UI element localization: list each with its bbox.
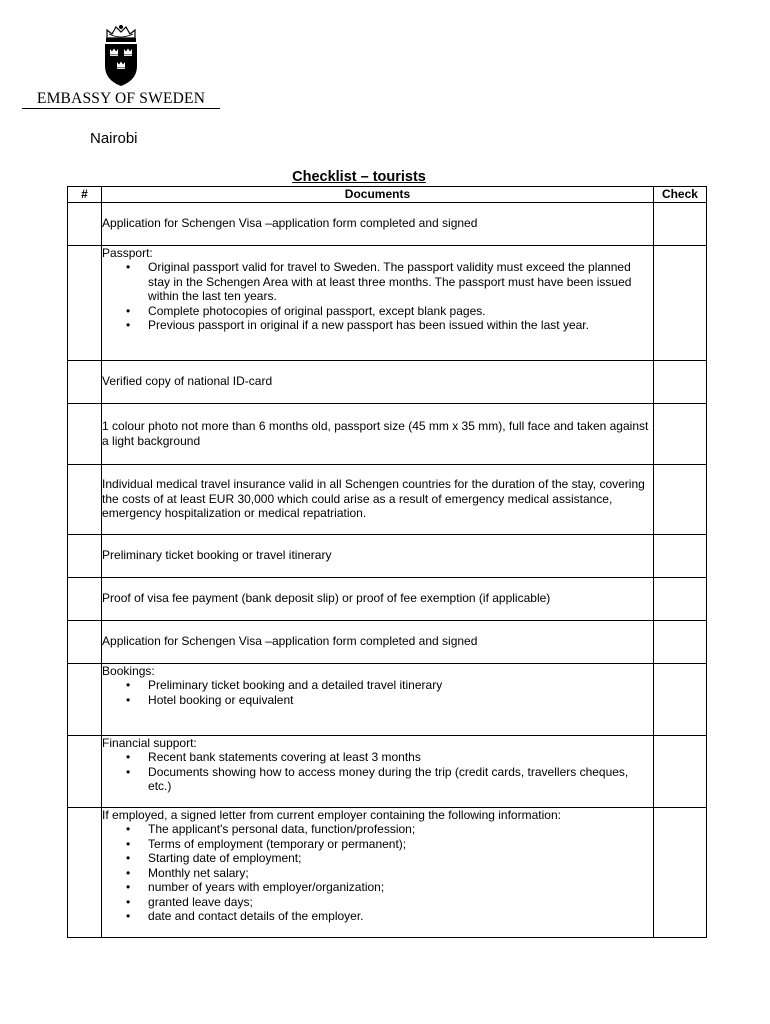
table-row <box>68 534 707 577</box>
document-cell <box>102 620 654 663</box>
document-cell <box>102 735 654 807</box>
document-cell <box>102 807 654 937</box>
check-cell[interactable] <box>653 807 706 937</box>
document-text: Individual medical travel insurance valid in all Schengen countries for the duration of the stay, covering the costs of at least EUR 30,000 which could arise as a result of emergency medical assistance, emergency hospitalization or medical repatriation. <box>102 477 645 521</box>
check-cell[interactable] <box>653 735 706 807</box>
embassy-logo <box>22 24 222 110</box>
check-cell[interactable] <box>653 663 706 735</box>
embassy-wordmark: EMBASSY OF SWEDEN <box>36 90 206 107</box>
list-item: • Hotel booking or equivalent <box>148 693 653 708</box>
list-item: • number of years with employer/organization; <box>148 880 653 895</box>
table-row <box>68 735 707 807</box>
check-cell[interactable] <box>653 464 706 534</box>
check-cell[interactable] <box>653 534 706 577</box>
row-number-cell <box>68 663 102 735</box>
list-item: • Previous passport in original if a new passport has been issued within the last year. <box>148 318 653 333</box>
swedish-coat-of-arms-icon <box>101 24 141 88</box>
table-row <box>68 245 707 360</box>
check-cell[interactable] <box>653 245 706 360</box>
check-cell[interactable] <box>653 577 706 620</box>
check-cell[interactable] <box>653 620 706 663</box>
row-number-cell <box>68 534 102 577</box>
list-item: • Recent bank statements covering at least 3 months <box>148 750 653 765</box>
document-cell <box>102 403 654 464</box>
document-cell <box>102 360 654 403</box>
document-cell <box>102 534 654 577</box>
list-item: • Preliminary ticket booking and a detailed travel itinerary <box>148 678 653 693</box>
document-intro: Financial support: <box>102 735 197 750</box>
row-number-cell <box>68 245 102 360</box>
row-number-cell <box>68 360 102 403</box>
table-row <box>68 620 707 663</box>
list-item: • date and contact details of the employer. <box>148 909 653 924</box>
list-item: • Documents showing how to access money during the trip (credit cards, travellers cheques, etc.) <box>148 765 653 794</box>
list-item: • Monthly net salary; <box>148 866 653 881</box>
row-number-cell <box>68 807 102 937</box>
document-cell <box>102 663 654 735</box>
table-row <box>68 360 707 403</box>
document-text: Verified copy of national ID-card <box>102 374 273 389</box>
document-intro: If employed, a signed letter from current employer containing the following information: <box>102 807 561 822</box>
document-cell <box>102 464 654 534</box>
row-number-cell <box>68 735 102 807</box>
check-cell[interactable] <box>653 360 706 403</box>
list-item: • The applicant's personal data, function/profession; <box>148 822 653 837</box>
document-text: Proof of visa fee payment (bank deposit slip) or proof of fee exemption (if applicable) <box>102 591 551 606</box>
check-cell[interactable] <box>653 403 706 464</box>
table-row <box>68 403 707 464</box>
logo-underline <box>22 108 220 109</box>
row-number-cell <box>68 403 102 464</box>
document-list <box>102 260 653 333</box>
column-header-check: Check <box>653 187 706 203</box>
check-cell[interactable] <box>653 202 706 245</box>
document-intro: Bookings: <box>102 663 155 678</box>
table-row <box>68 807 707 937</box>
row-number-cell <box>68 464 102 534</box>
document-cell <box>102 202 654 245</box>
table-row <box>68 663 707 735</box>
list-item: • granted leave days; <box>148 895 653 910</box>
document-list <box>102 750 653 794</box>
column-header-documents: Documents <box>102 187 654 203</box>
document-intro: Passport: <box>102 245 153 260</box>
row-number-cell <box>68 620 102 663</box>
column-header-number: # <box>68 187 102 203</box>
page-title: Checklist – tourists <box>292 169 426 185</box>
document-text: Application for Schengen Visa –application form completed and signed <box>102 216 478 231</box>
list-item: • Starting date of employment; <box>148 851 653 866</box>
table-row <box>68 577 707 620</box>
row-number-cell <box>68 202 102 245</box>
city-label: Nairobi <box>90 130 138 147</box>
document-cell <box>102 245 654 360</box>
table-row <box>68 202 707 245</box>
checklist-table <box>67 186 707 938</box>
document-text: 1 colour photo not more than 6 months old, passport size (45 mm x 35 mm), full face and taken against a light background <box>102 419 649 448</box>
document-cell <box>102 577 654 620</box>
document-text: Application for Schengen Visa –application form completed and signed <box>102 634 478 649</box>
list-item: • Complete photocopies of original passport, except blank pages. <box>148 304 653 319</box>
row-number-cell <box>68 577 102 620</box>
list-item: • Original passport valid for travel to Sweden. The passport validity must exceed the planned stay in the Schengen Area with at least three months. The passport must have been issued within the last ten years. <box>148 260 653 304</box>
document-list <box>102 678 653 707</box>
document-text: Preliminary ticket booking or travel itinerary <box>102 548 332 563</box>
document-list <box>102 822 653 924</box>
table-header-row <box>68 187 707 203</box>
table-row <box>68 464 707 534</box>
list-item: • Terms of employment (temporary or permanent); <box>148 837 653 852</box>
